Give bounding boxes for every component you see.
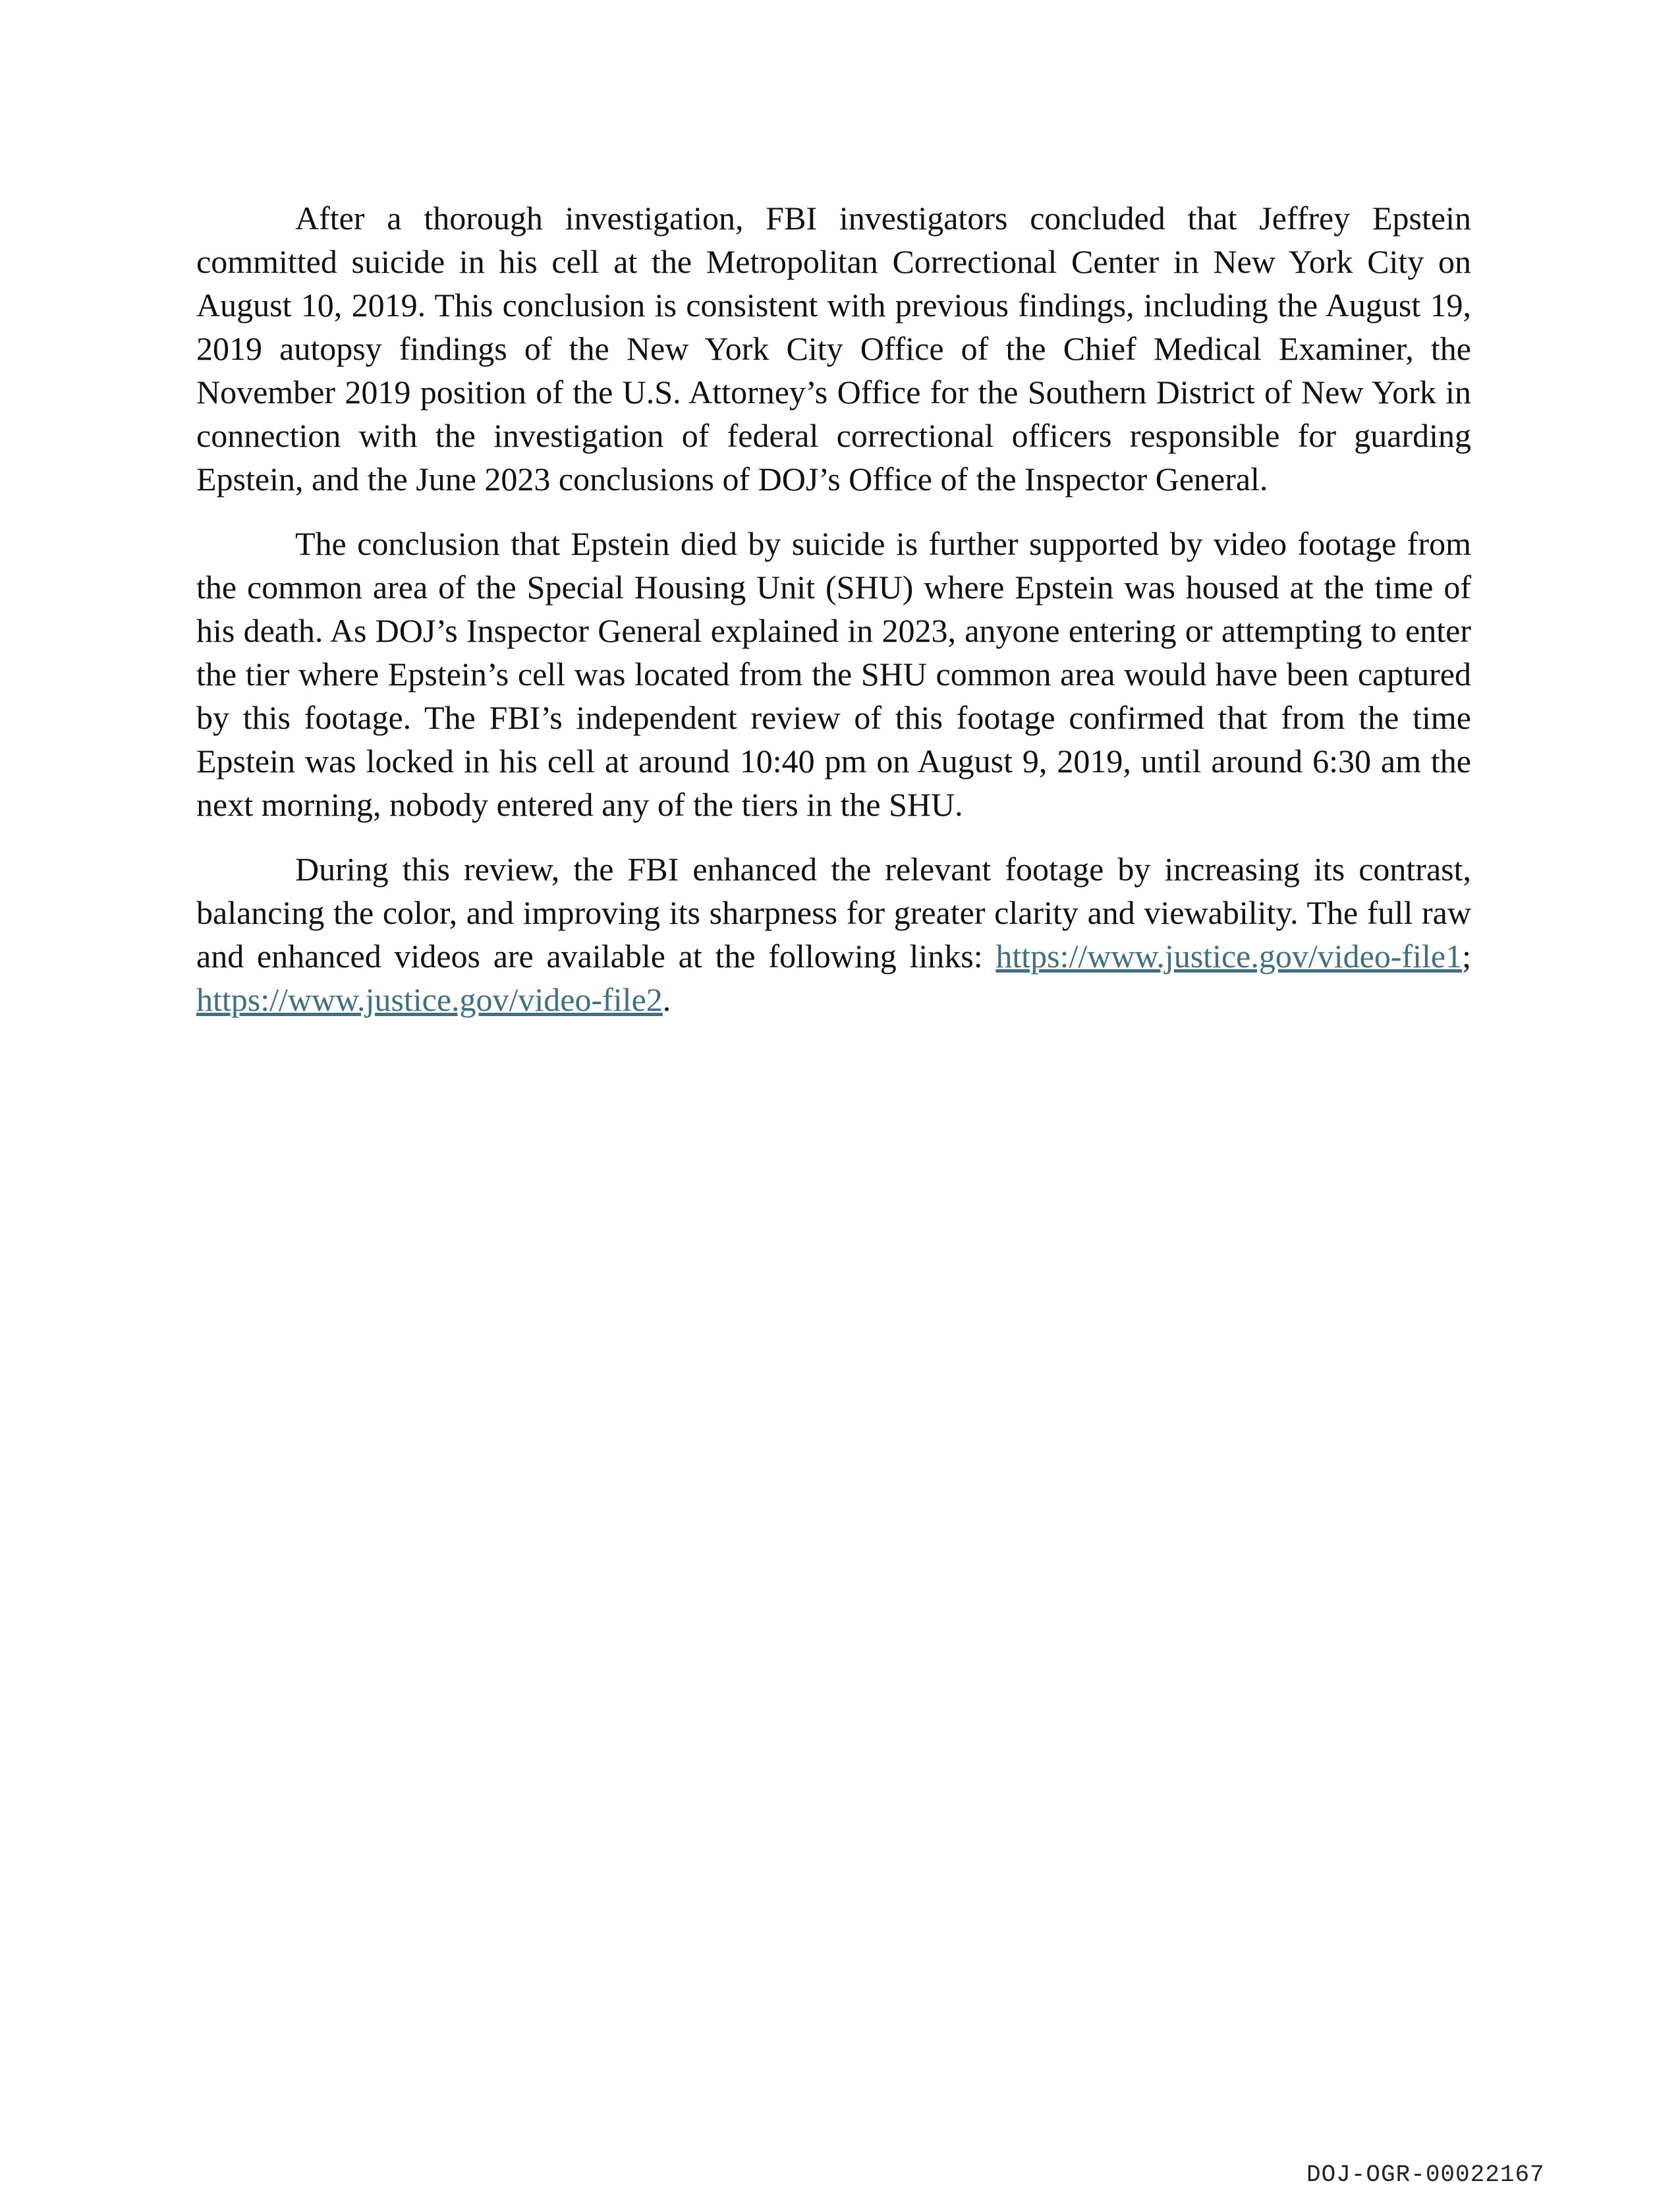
paragraph-text: During this review, the FBI enhanced the relevant footage by increasing its contrast, balancing the color, and improving its sharpness for greater clarity and viewability. The full raw and enhanced videos are available at the following links: <box>196 851 1471 975</box>
paragraph-enhanced-videos <box>196 847 1471 1021</box>
separator: ; <box>1462 938 1471 975</box>
video-file1-link[interactable]: https://www.justice.gov/video-file1 <box>995 938 1463 975</box>
bates-number: DOJ-OGR-00022167 <box>1306 2161 1545 2188</box>
paragraph-video-footage: The conclusion that Epstein died by suicide is further supported by video footage from the common area of the Special Housing Unit (SHU) where Epstein was housed at the time of his death. As DOJ’s Inspector General explained in 2023, anyone entering or attempting to enter the tier where Epstein’s cell was located from the SHU common area would have been captured by this footage. The FBI’s independent review of this footage confirmed that from the time Epstein was locked in his cell at around 10:40 pm on August 9, 2019, until around 6:30 am the next morning, nobody entered any of the tiers in the SHU. <box>196 525 1471 823</box>
period: . <box>662 981 671 1018</box>
video-file2-link[interactable]: https://www.justice.gov/video-file2 <box>196 981 663 1018</box>
document-body <box>196 196 1471 1042</box>
paragraph-investigation-conclusion: After a thorough investigation, FBI investigators concluded that Jeffrey Epstein committed suicide in his cell at the Metropolitan Correctional Center in New York City on August 10, 2019. This conclusion is consistent with previous findings, including the August 19, 2019 autopsy findings of the New York City Office of the Chief Medical Examiner, the November 2019 position of the U.S. Attorney’s Office for the Southern District of New York in connection with the investigation of federal correctional officers responsible for guarding Epstein, and the June 2023 conclusions of DOJ’s Office of the Inspector General. <box>196 200 1471 497</box>
